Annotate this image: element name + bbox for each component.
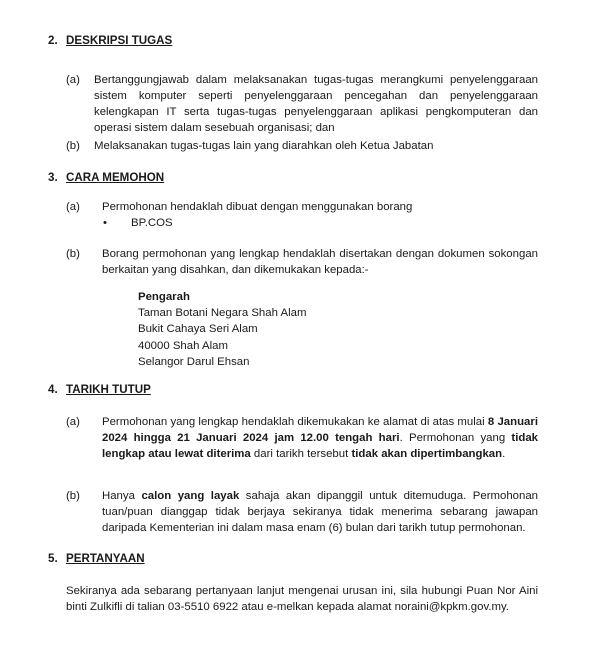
item-label: (a) <box>66 74 80 86</box>
inquiry-paragraph: Sekiranya ada sebarang pertanyaan lanjut mengenai urusan ini, sila hubungi Puan Nor Aini binti Zulkifli di talian 03-5510 6922 atau e-melkan kepada alamat noraini@kpkm.gov.my. <box>66 585 538 613</box>
address-line: Bukit Cahaya Seri Alam <box>138 323 258 336</box>
section-heading-tarikh-tutup <box>48 382 151 398</box>
item-text: Bertanggungjawab dalam melaksanakan tugas-tugas merangkumi penyelenggaraan sistem komputer seperti penyelenggaraan pencegahan dan penyelenggaraan kelengkapan IT serta tugas-tugas penyelenggaraan aplikasi pengkomputeran dan operasi sistem dalam sesebuah organisasi; dan <box>94 74 538 134</box>
text-run: Hanya <box>102 490 142 502</box>
item-text <box>102 415 538 463</box>
text-run: Permohonan yang lengkap hendaklah dikemukakan ke alamat di atas mulai <box>102 416 488 428</box>
section-title: PERTANYAAN <box>66 552 145 565</box>
section-heading-deskripsi-tugas <box>48 33 172 49</box>
section-title: DESKRIPSI TUGAS <box>66 34 173 47</box>
item-label: (b) <box>66 248 80 260</box>
bullet-icon: • <box>103 217 107 229</box>
address-line: Taman Botani Negara Shah Alam <box>138 307 307 320</box>
address-line: 40000 Shah Alam <box>138 339 228 352</box>
closing-date-text: 8 Januari 2024 hingga 21 Januari 2024 jam 12.00 tengah hari <box>102 416 538 444</box>
address-name: Pengarah <box>138 291 190 303</box>
text-run: dari tarikh tersebut <box>250 447 352 460</box>
section-number: 2. <box>48 34 58 47</box>
section-number: 5. <box>48 552 58 565</box>
bold-text-run: tidak lengkap atau lewat diterima <box>102 431 538 460</box>
item-text: Borang permohonan yang lengkap hendaklah disertakan dengan dokumen sokongan berkaitan yang disahkan, dan dikemukakan kepada:- <box>102 248 538 276</box>
item-text: Permohonan hendaklah dibuat dengan menggunakan borang <box>102 201 413 213</box>
text-run: . <box>502 447 506 460</box>
list-item <box>66 73 538 137</box>
item-label: (b) <box>66 140 80 152</box>
list-item <box>66 139 538 155</box>
item-label: (a) <box>66 416 80 428</box>
item-text: Melaksanakan tugas-tugas lain yang diarahkan oleh Ketua Jabatan <box>94 140 434 152</box>
text-run: . Permohonan yang <box>399 431 512 444</box>
item-label: (a) <box>66 201 80 213</box>
address-line: Selangor Darul Ehsan <box>138 355 250 368</box>
address-block <box>138 289 306 370</box>
item-label: (b) <box>66 490 80 502</box>
section-number: 3. <box>48 171 58 184</box>
bold-text-run: calon yang layak <box>141 490 240 502</box>
section-title: CARA MEMOHON <box>66 171 165 184</box>
section-heading-cara-memohon <box>48 170 164 186</box>
list-item <box>66 200 538 216</box>
text-run: sahaja akan dipanggil untuk ditemuduga. Permohonan tuan/puan dianggap tidak berjaya sekiranya tidak menerima sebarang jawapan daripada Kementerian ini dalam masa enam (6) bulan dari tarikh tutup permohonan. <box>102 490 538 534</box>
list-item <box>66 247 538 279</box>
section-heading-pertanyaan <box>48 551 145 567</box>
list-item <box>66 489 538 537</box>
section-title: TARIKH TUTUP <box>66 383 151 396</box>
item-text <box>102 489 538 537</box>
section-number: 4. <box>48 383 58 396</box>
list-item <box>66 415 538 463</box>
bullet-text: BP.COS <box>131 217 173 229</box>
bold-text-run: tidak akan dipertimbangkan <box>351 447 503 460</box>
